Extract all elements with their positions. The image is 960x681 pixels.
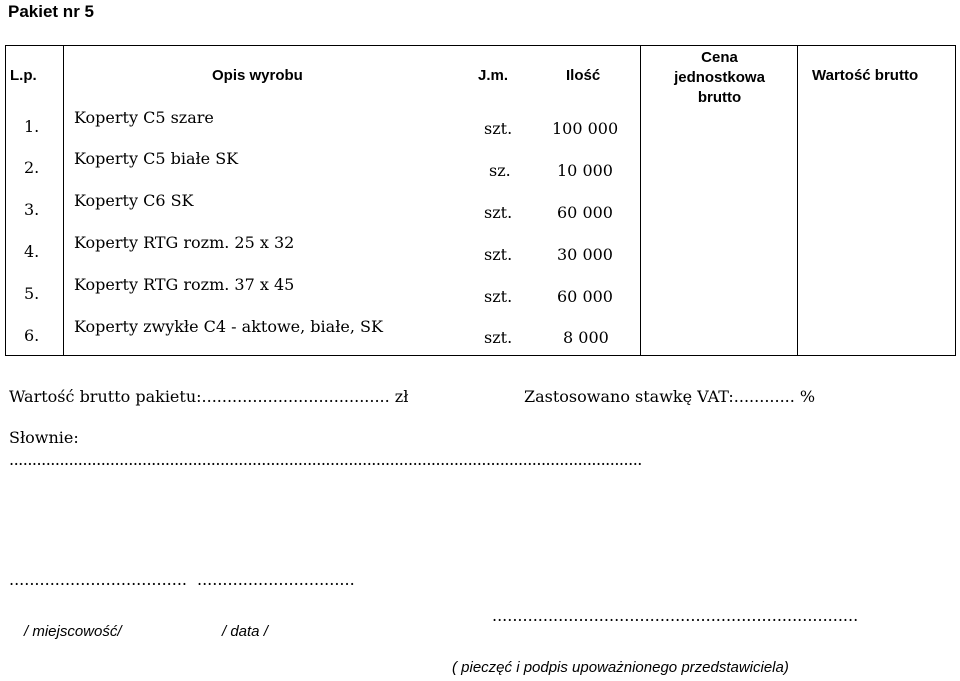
column-divider	[797, 45, 798, 356]
row-opis: Koperty RTG rozm. 25 x 32	[74, 233, 295, 252]
row-jm: szt.	[484, 287, 513, 306]
in-words-dots: ..........................................................................................................................................	[9, 450, 642, 469]
column-divider	[640, 45, 641, 356]
row-jm: szt.	[484, 119, 513, 138]
row-lp: 6.	[24, 326, 40, 345]
vat-rate-field: Zastosowano stawkę VAT:............ %	[524, 387, 816, 406]
row-lp: 4.	[24, 242, 40, 261]
row-ilosc: 8 000	[563, 328, 609, 347]
signature-label: ( pieczęć i podpis upoważnionego przedstawiciela)	[452, 659, 789, 676]
header-cena-line: brutto	[697, 89, 742, 106]
header-jm: J.m.	[478, 67, 509, 84]
row-opis: Koperty C5 szare	[74, 108, 214, 127]
row-jm: szt.	[484, 245, 513, 264]
date-label: / data /	[222, 623, 268, 640]
row-ilosc: 60 000	[557, 203, 613, 222]
row-jm: szt.	[484, 203, 513, 222]
header-cena-line: jednostkowa	[674, 69, 765, 86]
row-opis: Koperty zwykłe C4 - aktowe, białe, SK	[74, 317, 383, 336]
row-opis: Koperty C6 SK	[74, 191, 194, 210]
row-lp: 5.	[24, 284, 40, 303]
header-cena	[642, 48, 797, 108]
row-opis: Koperty RTG rozm. 37 x 45	[74, 275, 295, 294]
row-ilosc: 10 000	[557, 161, 613, 180]
row-lp: 1.	[24, 117, 40, 136]
row-jm: sz.	[489, 161, 511, 180]
place-label: / miejscowość/	[24, 623, 122, 640]
header-wartosc: Wartość brutto	[812, 67, 919, 84]
page-title: Pakiet nr 5	[8, 2, 94, 21]
package-total-field: Wartość brutto pakietu:..................................... zł	[9, 387, 409, 406]
header-opis: Opis wyrobu	[212, 67, 303, 84]
row-jm: szt.	[484, 328, 513, 347]
header-ilosc: Ilość	[566, 67, 601, 84]
column-divider	[63, 45, 64, 356]
row-ilosc: 30 000	[557, 245, 613, 264]
signature-dots: ........................................................................	[492, 606, 859, 625]
row-ilosc: 100 000	[552, 119, 619, 138]
in-words-label: Słownie:	[9, 428, 79, 447]
date-dots: ...............................	[197, 570, 355, 589]
header-lp: L.p.	[10, 67, 37, 84]
row-lp: 2.	[24, 158, 40, 177]
row-opis: Koperty C5 białe SK	[74, 149, 239, 168]
row-ilosc: 60 000	[557, 287, 613, 306]
header-cena-line: Cena	[701, 49, 738, 66]
place-dots: ...................................	[9, 570, 188, 589]
row-lp: 3.	[24, 200, 40, 219]
